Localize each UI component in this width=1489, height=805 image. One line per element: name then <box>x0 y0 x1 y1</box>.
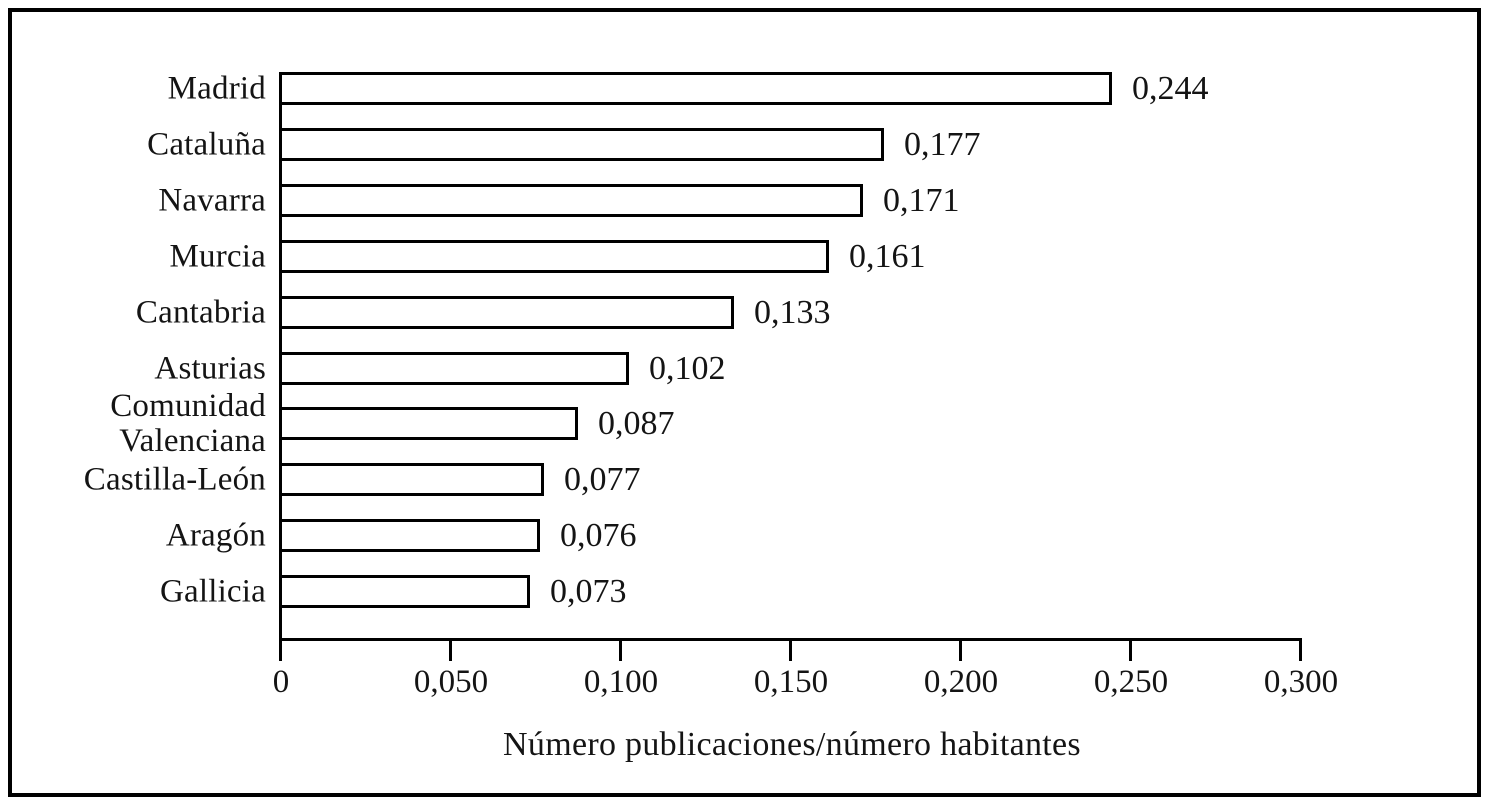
bar <box>279 463 544 496</box>
region-label: Cataluña <box>147 126 266 162</box>
x-axis-tick-label: 0,100 <box>583 664 659 700</box>
x-axis-title: Número publicaciones/número habitantes <box>503 726 1081 763</box>
value-label: 0,076 <box>560 516 637 554</box>
value-label: 0,087 <box>598 404 675 442</box>
x-axis-tick-label: 0,050 <box>413 664 489 700</box>
x-axis-tick-label: 0,250 <box>1093 664 1169 700</box>
value-label: 0,133 <box>754 293 831 331</box>
bar <box>279 407 578 440</box>
bar <box>279 240 829 273</box>
x-axis-tick-label: 0,200 <box>923 664 999 700</box>
x-axis-tick <box>1129 638 1132 661</box>
region-label: Murcia <box>169 238 266 274</box>
region-label: Madrid <box>167 70 266 106</box>
bar <box>279 128 884 161</box>
value-label: 0,102 <box>649 349 726 387</box>
y-axis-line <box>279 72 282 641</box>
region-label: Castilla-León <box>83 461 266 497</box>
bar <box>279 575 530 608</box>
x-axis-tick <box>619 638 622 661</box>
region-label: Gallicia <box>159 573 266 609</box>
x-axis-tick-label: 0,150 <box>753 664 829 700</box>
x-axis-tick-label: 0,300 <box>1263 664 1339 700</box>
bar <box>279 72 1112 105</box>
x-axis-tick <box>449 638 452 661</box>
x-axis-tick <box>959 638 962 661</box>
value-label: 0,171 <box>883 181 960 219</box>
region-label: Comunidad Valenciana <box>110 387 266 459</box>
region-label: Navarra <box>158 182 266 218</box>
bar <box>279 352 629 385</box>
value-label: 0,161 <box>849 237 926 275</box>
value-label: 0,177 <box>904 125 981 163</box>
region-label: Aragón <box>165 517 266 553</box>
value-label: 0,077 <box>564 460 641 498</box>
x-axis-tick <box>1299 638 1302 661</box>
region-label: Cantabria <box>135 294 266 330</box>
x-axis-tick <box>789 638 792 661</box>
bar <box>279 296 734 329</box>
bar <box>279 519 540 552</box>
x-axis-tick-label: 0 <box>272 664 290 700</box>
value-label: 0,244 <box>1132 69 1209 107</box>
x-axis-tick <box>279 638 282 661</box>
region-label: Asturias <box>154 350 266 386</box>
value-label: 0,073 <box>550 572 627 610</box>
bar <box>279 184 863 217</box>
